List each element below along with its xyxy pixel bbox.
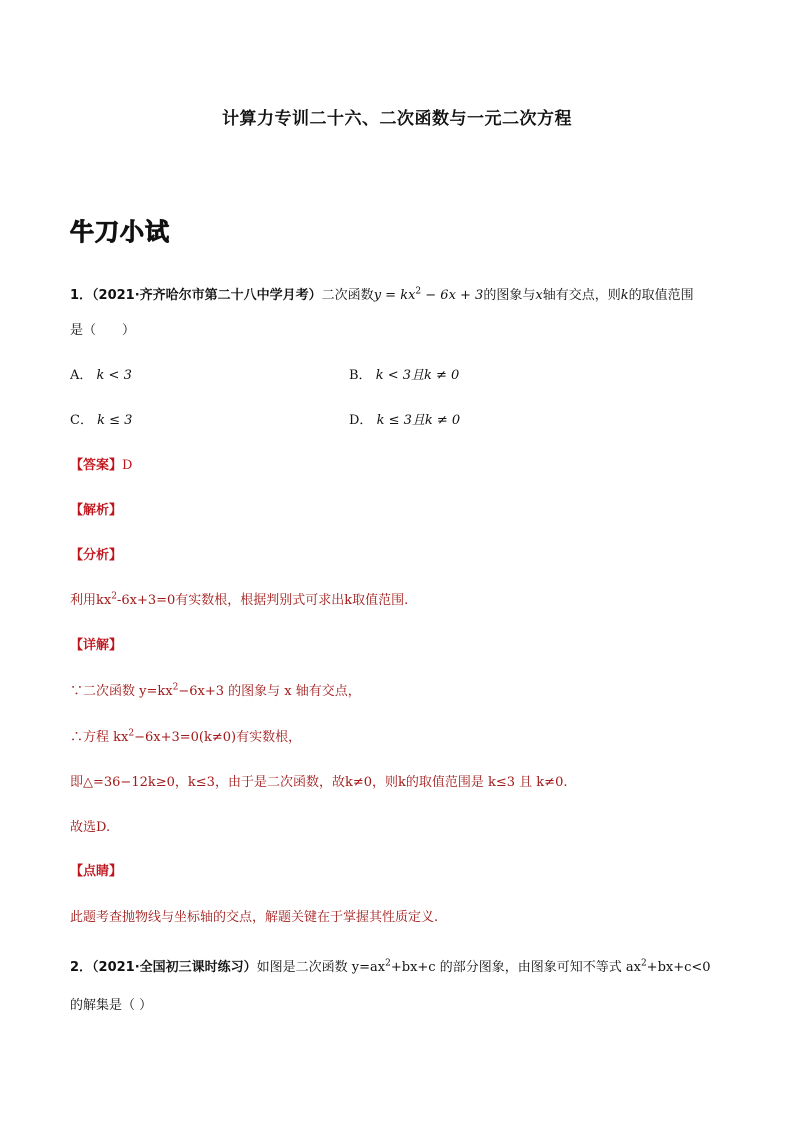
option-label: C． xyxy=(70,413,93,428)
q2-number: 2． xyxy=(70,960,93,975)
option-expr: k < 3且k ≠ 0 xyxy=(375,368,460,383)
q2-stem-c: +bx+c<0 xyxy=(646,960,711,975)
q1-func: y = kx xyxy=(373,288,416,303)
q1-option-b xyxy=(349,366,459,386)
q2-source: （2021·全国初三课时练习） xyxy=(92,960,257,975)
q1-func-tail: − 6x + 3 xyxy=(421,288,484,303)
q1-func-sup: 2 xyxy=(415,286,422,297)
fenxi-text-a: 利用kx xyxy=(70,593,112,608)
q1-option-d xyxy=(349,411,460,431)
analysis-tag: 【解析】 xyxy=(70,503,123,518)
q1-var-k: k xyxy=(620,288,629,303)
answer-tag: 【答案】 xyxy=(70,458,123,473)
option-label: D． xyxy=(349,413,373,428)
answer-value: D xyxy=(122,458,133,473)
q1-detail-line2 xyxy=(70,728,301,748)
option-expr: k < 3 xyxy=(96,368,132,383)
comment-tag: 【点睛】 xyxy=(70,864,123,879)
q1-stem-b: 的图象与 xyxy=(483,288,536,303)
q1-comment: 此题考查抛物线与坐标轴的交点，解题关键在于掌握其性质定义. xyxy=(70,910,439,925)
fenxi-text-b: -6x+3=0有实数根，根据判别式可求出k取值范围. xyxy=(116,593,409,608)
q2-stem-line2: 的解集是（ ） xyxy=(70,998,153,1013)
q1-number: 1． xyxy=(70,288,93,303)
q1-answer-line xyxy=(70,456,132,476)
fenxi-tag: 【分析】 xyxy=(70,548,123,563)
option-expr: k ≤ 3且k ≠ 0 xyxy=(376,413,461,428)
q1-detail-line4: 故选D. xyxy=(70,820,111,835)
fenxi-sup: 2 xyxy=(111,591,117,602)
detail-2-sup: 2 xyxy=(128,728,135,739)
q1-analysis-tag xyxy=(70,501,122,521)
q2-stem-a: 如图是二次函数 y=ax xyxy=(256,960,386,975)
page-title: 计算力专训二十六、二次函数与一元二次方程 xyxy=(222,109,572,129)
q1-stem-d: 的取值范围 xyxy=(628,288,694,303)
option-expr: k ≤ 3 xyxy=(97,413,133,428)
q1-detail-line1 xyxy=(70,682,361,702)
detail-1a: ∵二次函数 y=kx xyxy=(70,684,173,699)
detail-tag: 【详解】 xyxy=(70,638,123,653)
q2-stem-line1 xyxy=(70,958,711,978)
q2-stem-b: +bx+c 的部分图象，由图象可知不等式 ax xyxy=(390,960,641,975)
q1-stem-a: 二次函数 xyxy=(321,288,374,303)
q1-fenxi-text xyxy=(70,591,408,611)
detail-2b: −6x+3=0(k≠0)有实数根， xyxy=(134,730,302,745)
q2-sup-1: 2 xyxy=(385,958,391,969)
q1-stem-c: 轴有交点，则 xyxy=(542,288,621,303)
q1-source: （2021·齐齐哈尔市第二十八中学月考） xyxy=(92,288,322,303)
q1-fenxi-tag xyxy=(70,546,122,566)
q1-option-a xyxy=(70,366,132,386)
option-label: B． xyxy=(349,368,372,383)
q2-sup-2: 2 xyxy=(640,958,647,969)
q1-var-x: x xyxy=(535,288,543,303)
detail-1-sup: 2 xyxy=(172,682,179,693)
q1-stem-line2: 是（ ） xyxy=(70,323,136,338)
q1-comment-tag xyxy=(70,862,122,882)
option-label: A． xyxy=(70,368,93,383)
q1-detail-tag xyxy=(70,636,122,656)
detail-1b: −6x+3 的图象与 x 轴有交点， xyxy=(178,684,361,699)
q1-option-c xyxy=(70,411,132,431)
detail-2a: ∴方程 kx xyxy=(70,730,129,745)
q1-stem-line1 xyxy=(70,286,694,306)
section-heading: 牛刀小试 xyxy=(70,218,170,246)
q1-detail-line3: 即△=36−12k≥0，k≤3，由于是二次函数，故k≠0，则k的取值范围是 k≤3 且 k≠0. xyxy=(70,775,568,790)
